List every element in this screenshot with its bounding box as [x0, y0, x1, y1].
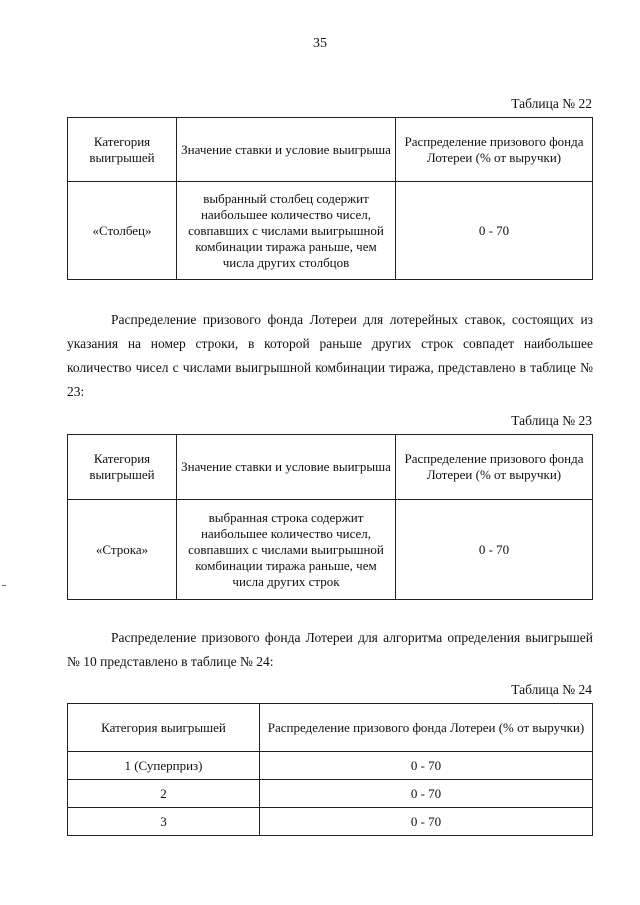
table22-header-share: Распределение призового фонда Лотереи (% от выручки) [396, 118, 593, 182]
paragraph-2: Распределение призового фонда Лотереи для алгоритма определения выигрышей № 10 представлено в таблице № 24: [67, 630, 593, 669]
table22 [67, 117, 593, 280]
table24-header-category: Категория выигрышей [68, 704, 260, 752]
table23-header-condition: Значение ставки и условие выигрыша [177, 435, 396, 500]
table23-header-share: Распределение призового фонда Лотереи (% от выручки) [396, 435, 593, 500]
table24-row2-category: 2 [68, 780, 260, 808]
table24-row1-category: 1 (Суперприз) [68, 752, 260, 780]
scan-margin-mark [2, 585, 6, 586]
table24-caption: Таблица № 24 [511, 682, 592, 697]
table22-row-condition: выбранный столбец содержит наибольшее количество чисел, совпавших с числами выигрышной комбинации тиража раньше, чем числа других столбцов [177, 182, 396, 280]
table24-row2-share: 0 - 70 [260, 780, 593, 808]
table24-row1-share: 0 - 70 [260, 752, 593, 780]
table22-header-category: Категория выигрышей [68, 118, 177, 182]
table22-row-share: 0 - 70 [396, 182, 593, 280]
table24-row3-share: 0 - 70 [260, 808, 593, 836]
table22-row-category: «Столбец» [68, 182, 177, 280]
table22-caption: Таблица № 22 [511, 96, 592, 111]
page-number: 35 [313, 36, 327, 51]
table-row [68, 752, 593, 780]
table23-caption: Таблица № 23 [511, 413, 592, 428]
table23-header-category: Категория выигрышей [68, 435, 177, 500]
table24 [67, 703, 593, 836]
table24-header-row [68, 704, 593, 752]
paragraph-1: Распределение призового фонда Лотереи для лотерейных ставок, состоящих из указания на номер строки, в которой раньше других строк совпадет наибольшее количество чисел с числами выигрышной комбинации тиража, представлено в таблице № 23: [67, 312, 593, 399]
table22-header-condition: Значение ставки и условие выигрыша [177, 118, 396, 182]
table23-header-row [68, 435, 593, 500]
table24-row3-category: 3 [68, 808, 260, 836]
table23-row-condition: выбранная строка содержит наибольшее количество чисел, совпавших с числами выигрышной комбинации тиража раньше, чем числа других строк [177, 500, 396, 600]
table23-row [68, 500, 593, 600]
table22-row [68, 182, 593, 280]
table23-row-share: 0 - 70 [396, 500, 593, 600]
table23-row-category: «Строка» [68, 500, 177, 600]
table22-header-row [68, 118, 593, 182]
table-row [68, 780, 593, 808]
table23 [67, 434, 593, 600]
table24-header-share: Распределение призового фонда Лотереи (% от выручки) [260, 704, 593, 752]
table-row [68, 808, 593, 836]
